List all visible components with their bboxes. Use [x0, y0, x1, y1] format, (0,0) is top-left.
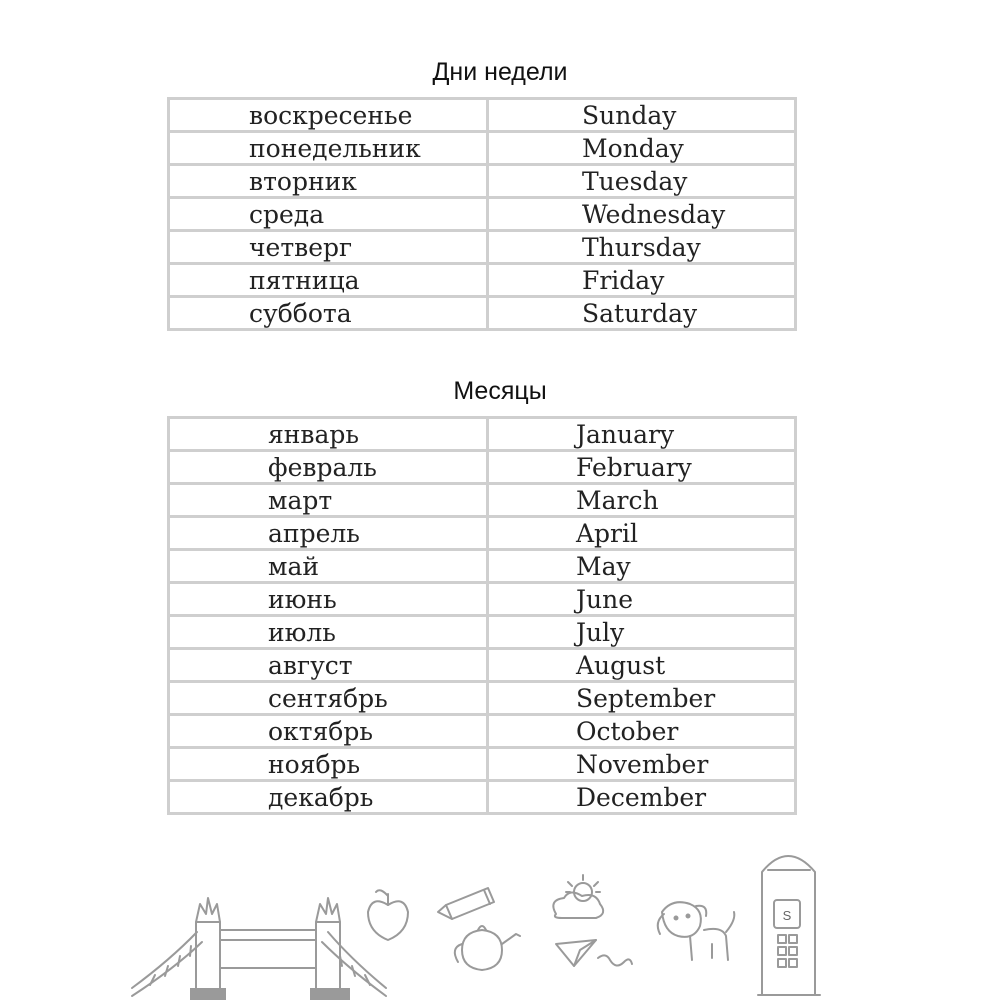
english-word: April	[488, 517, 796, 550]
russian-word: январь	[169, 418, 488, 451]
table-row	[169, 583, 796, 616]
english-word: January	[488, 418, 796, 451]
russian-word: июль	[169, 616, 488, 649]
russian-word: октябрь	[169, 715, 488, 748]
english-word: May	[488, 550, 796, 583]
phone-box-letter: S	[782, 908, 792, 923]
table-row	[169, 616, 796, 649]
russian-word: март	[169, 484, 488, 517]
table-row	[169, 198, 796, 231]
apple-icon	[368, 890, 408, 940]
english-word: October	[488, 715, 796, 748]
table-row	[169, 682, 796, 715]
table-row	[169, 99, 796, 132]
english-word: February	[488, 451, 796, 484]
table-row	[169, 748, 796, 781]
russian-word: ноябрь	[169, 748, 488, 781]
table-row	[169, 132, 796, 165]
english-word: August	[488, 649, 796, 682]
table-row	[169, 517, 796, 550]
english-word: Thursday	[488, 231, 796, 264]
russian-word: сентябрь	[169, 682, 488, 715]
english-word: Wednesday	[488, 198, 796, 231]
russian-word: четверг	[169, 231, 488, 264]
table-row	[169, 781, 796, 814]
table-row	[169, 165, 796, 198]
russian-word: февраль	[169, 451, 488, 484]
paper-plane-icon	[556, 940, 632, 966]
teapot-icon	[455, 926, 520, 970]
dog-icon	[658, 902, 735, 960]
english-word: Tuesday	[488, 165, 796, 198]
months-title: Месяцы	[453, 377, 547, 405]
table-row	[169, 231, 796, 264]
table-row	[169, 484, 796, 517]
russian-word: август	[169, 649, 488, 682]
sun-cloud-icon	[553, 875, 603, 918]
table-row	[169, 649, 796, 682]
english-word: December	[488, 781, 796, 814]
pencil-icon	[438, 888, 494, 919]
russian-word: июнь	[169, 583, 488, 616]
russian-word: пятница	[169, 264, 488, 297]
english-word: March	[488, 484, 796, 517]
tower-bridge-icon	[132, 898, 386, 1000]
russian-word: декабрь	[169, 781, 488, 814]
english-word: Sunday	[488, 99, 796, 132]
english-word: Monday	[488, 132, 796, 165]
russian-word: апрель	[169, 517, 488, 550]
russian-word: май	[169, 550, 488, 583]
months-table	[167, 416, 797, 815]
london-doodles-illustration	[0, 840, 1000, 1000]
english-word: November	[488, 748, 796, 781]
russian-word: среда	[169, 198, 488, 231]
english-word: Friday	[488, 264, 796, 297]
russian-word: вторник	[169, 165, 488, 198]
russian-word: суббота	[169, 297, 488, 330]
table-row	[169, 550, 796, 583]
russian-word: воскресенье	[169, 99, 488, 132]
days-title: Дни недели	[432, 58, 568, 86]
table-row	[169, 264, 796, 297]
english-word: September	[488, 682, 796, 715]
english-word: July	[488, 616, 796, 649]
english-word: June	[488, 583, 796, 616]
days-table	[167, 97, 797, 331]
table-row	[169, 418, 796, 451]
table-row	[169, 715, 796, 748]
phone-box-icon	[758, 856, 820, 995]
russian-word: понедельник	[169, 132, 488, 165]
table-row	[169, 297, 796, 330]
table-row	[169, 451, 796, 484]
english-word: Saturday	[488, 297, 796, 330]
